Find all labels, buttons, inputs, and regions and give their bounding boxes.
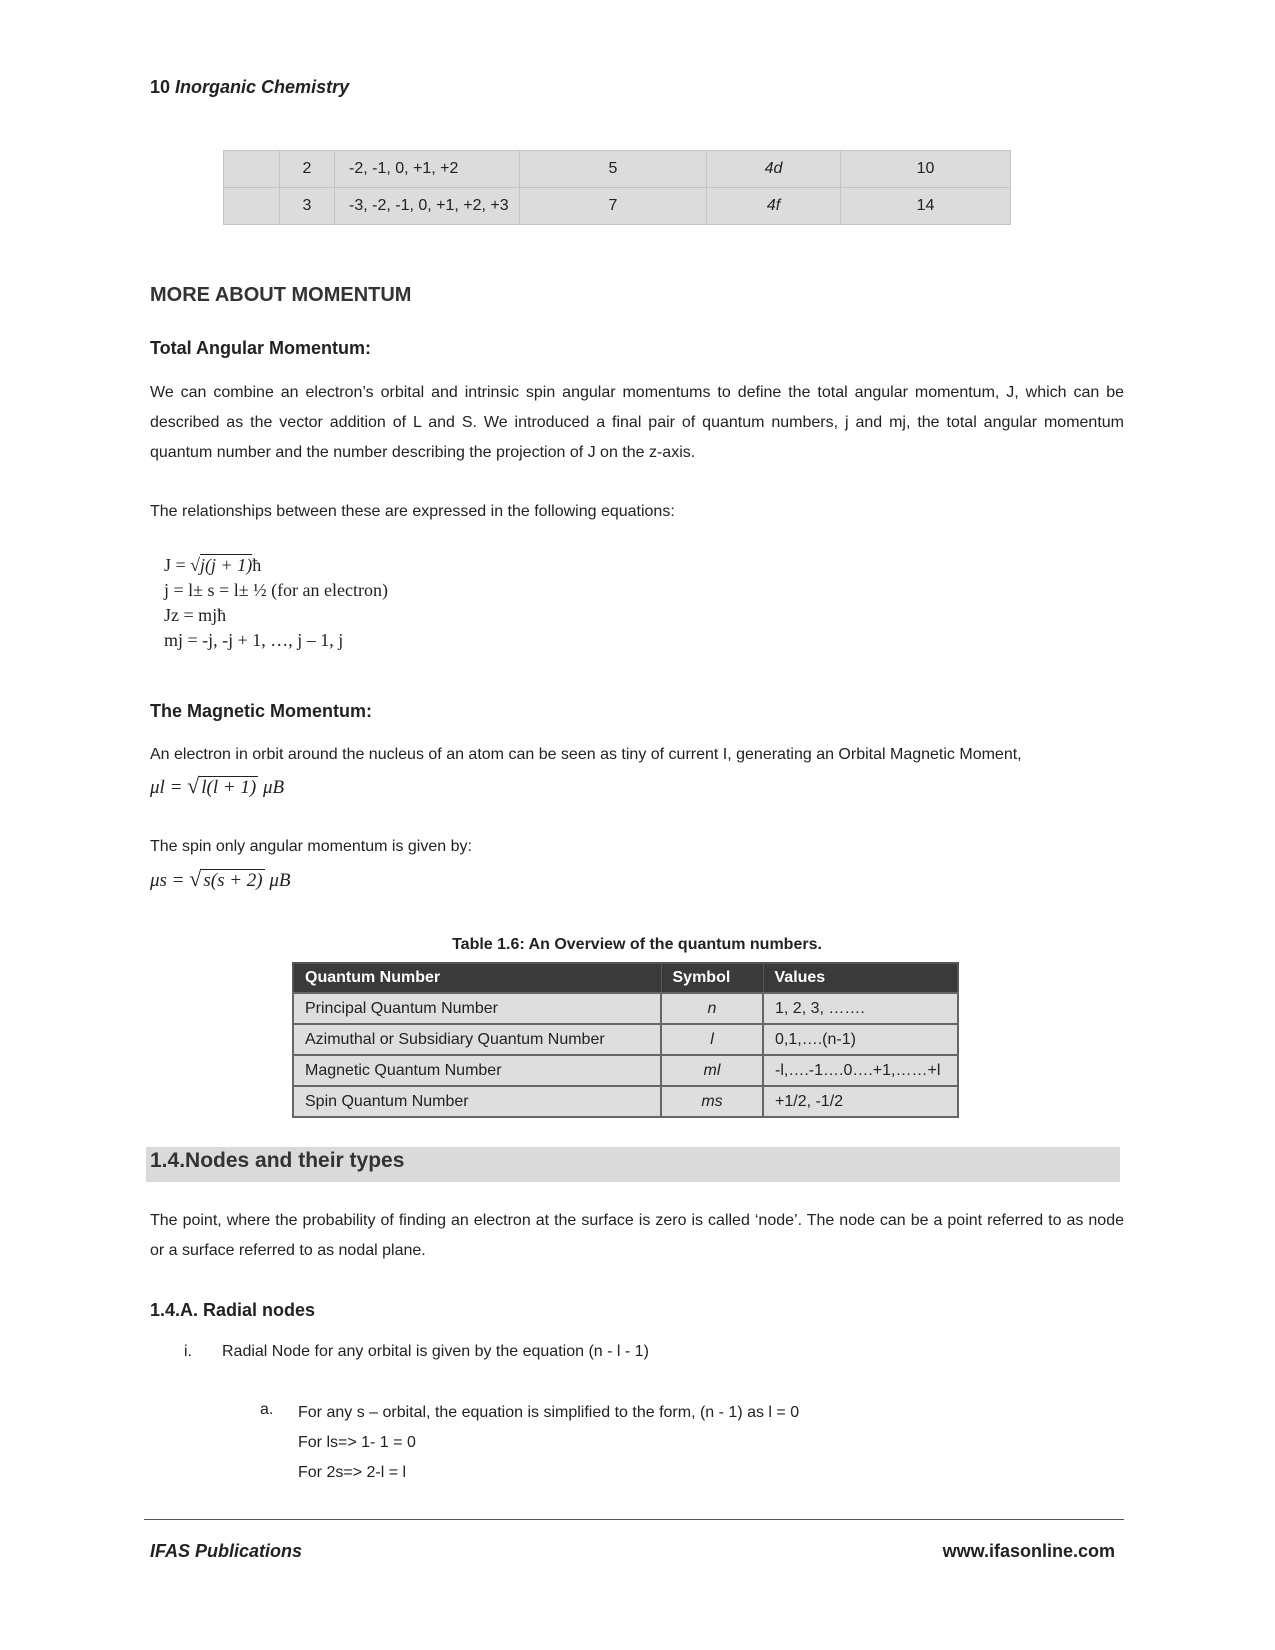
equation-mj: mj = -j, -j + 1, …, j – 1, j bbox=[164, 630, 344, 650]
total-angular-paragraph: We can combine an electron’s orbital and intrinsic spin angular momentums to define the total angular momentum, J, which can be described as the vector addition of L and S. We introduced a final pair of quantum numbers, j and mj, the total angular momentum quantum number and the number describing the projection of J on the z-axis. bbox=[150, 384, 1124, 461]
footer-rule bbox=[144, 1519, 1124, 1520]
radial-nodes-heading: 1.4.A. Radial nodes bbox=[150, 1300, 316, 1320]
table-header-row bbox=[293, 963, 958, 993]
book-title: Inorganic Chemistry bbox=[175, 77, 350, 97]
eq-lhs: J = bbox=[164, 555, 191, 575]
table-cell: Spin Quantum Number bbox=[293, 1086, 661, 1117]
footer-publisher: IFAS Publications bbox=[150, 1541, 303, 1561]
table-cell: +1/2, -1/2 bbox=[763, 1086, 958, 1117]
mu-l-lhs: μl = bbox=[150, 777, 188, 798]
spin-text: The spin only angular momentum is given by: bbox=[150, 838, 472, 855]
table-cell: 4f bbox=[707, 188, 841, 225]
section-title: MORE ABOUT MOMENTUM bbox=[150, 284, 412, 306]
total-angular-heading: Total Angular Momentum: bbox=[150, 338, 371, 358]
mu-s-unit: μB bbox=[269, 870, 291, 891]
table-cell: Azimuthal or Subsidiary Quantum Number bbox=[293, 1024, 661, 1055]
table-cell: -l,….-1….0….+1,……+l bbox=[763, 1055, 958, 1086]
equation-jz: Jz = mjħ bbox=[164, 605, 227, 625]
mu-l-unit: μB bbox=[263, 777, 285, 798]
page-number: 10 bbox=[150, 77, 171, 97]
table-cell: n bbox=[661, 993, 763, 1024]
equations-block bbox=[164, 553, 388, 653]
table-cell bbox=[224, 151, 280, 188]
radical-sign: √ bbox=[190, 555, 201, 575]
table-cell: 5 bbox=[520, 151, 707, 188]
table-cell: ml bbox=[661, 1055, 763, 1086]
table-cell: 14 bbox=[841, 188, 1011, 225]
table-cell: 1, 2, 3, ……. bbox=[763, 993, 958, 1024]
table-row bbox=[293, 1024, 958, 1055]
table-row bbox=[224, 151, 1011, 188]
table-cell: 4d bbox=[707, 151, 841, 188]
table-cell: 10 bbox=[841, 151, 1011, 188]
radical-sign: √ bbox=[189, 866, 202, 891]
table-cell: -2, -1, 0, +1, +2 bbox=[335, 151, 520, 188]
table-cell: 3 bbox=[280, 188, 335, 225]
nodes-paragraph: The point, where the probability of finding an electron at the surface is zero is called ‘node’. The node can be a point referred to as node or a surface referred to as nodal plane. bbox=[150, 1212, 1124, 1259]
orbital-table bbox=[223, 150, 1011, 225]
table-cell: 2 bbox=[280, 151, 335, 188]
magnetic-heading: The Magnetic Momentum: bbox=[150, 701, 373, 721]
list-marker-i: i. bbox=[184, 1343, 192, 1360]
footer-website: www.ifasonline.com bbox=[942, 1541, 1115, 1561]
column-header: Quantum Number bbox=[293, 963, 661, 993]
nodes-section-title: 1.4.Nodes and their types bbox=[150, 1149, 405, 1172]
mu-s-equation bbox=[150, 866, 291, 892]
list-item-i: Radial Node for any orbital is given by the equation (n - l - 1) bbox=[222, 1343, 649, 1360]
table-cell: -3, -2, -1, 0, +1, +2, +3 bbox=[335, 188, 520, 225]
eq-hbar: ħ bbox=[252, 555, 262, 575]
mu-s-lhs: μs = bbox=[150, 870, 190, 891]
mu-l-radicand: l(l + 1) bbox=[201, 777, 257, 798]
quantum-numbers-table bbox=[292, 962, 959, 1118]
magnetic-paragraph: An electron in orbit around the nucleus of an atom can be seen as tiny of current I, generating an Orbital Magnetic Moment, bbox=[150, 746, 1022, 763]
column-header: Symbol bbox=[661, 963, 763, 993]
table-cell: Principal Quantum Number bbox=[293, 993, 661, 1024]
table-row bbox=[224, 188, 1011, 225]
eq-radicand: j(j + 1) bbox=[200, 555, 253, 575]
list-line: For any s – orbital, the equation is simplified to the form, (n - 1) as l = 0 bbox=[298, 1404, 800, 1421]
list-marker-a: a. bbox=[260, 1401, 274, 1418]
mu-l-equation bbox=[150, 773, 284, 799]
relationships-text: The relationships between these are expressed in the following equations: bbox=[150, 503, 675, 520]
equation-jj: j = l± s = l± ½ (for an electron) bbox=[164, 580, 388, 600]
table-cell: Magnetic Quantum Number bbox=[293, 1055, 661, 1086]
table-cell: ms bbox=[661, 1086, 763, 1117]
column-header: Values bbox=[763, 963, 958, 993]
mu-s-radicand: s(s + 2) bbox=[203, 870, 263, 891]
table-cell: 0,1,….(n-1) bbox=[763, 1024, 958, 1055]
table-row bbox=[293, 1055, 958, 1086]
table-cell bbox=[224, 188, 280, 225]
page-header bbox=[150, 77, 349, 98]
list-line: For ls=> 1- 1 = 0 bbox=[298, 1434, 416, 1451]
table-row bbox=[293, 993, 958, 1024]
equation-j bbox=[164, 553, 388, 578]
list-line: For 2s=> 2-l = l bbox=[298, 1464, 407, 1481]
table-row bbox=[293, 1086, 958, 1117]
table-caption: Table 1.6: An Overview of the quantum numbers. bbox=[452, 936, 822, 953]
table-cell: 7 bbox=[520, 188, 707, 225]
list-item-a bbox=[298, 1398, 799, 1488]
radical-sign: √ bbox=[187, 773, 200, 798]
table-cell: l bbox=[661, 1024, 763, 1055]
